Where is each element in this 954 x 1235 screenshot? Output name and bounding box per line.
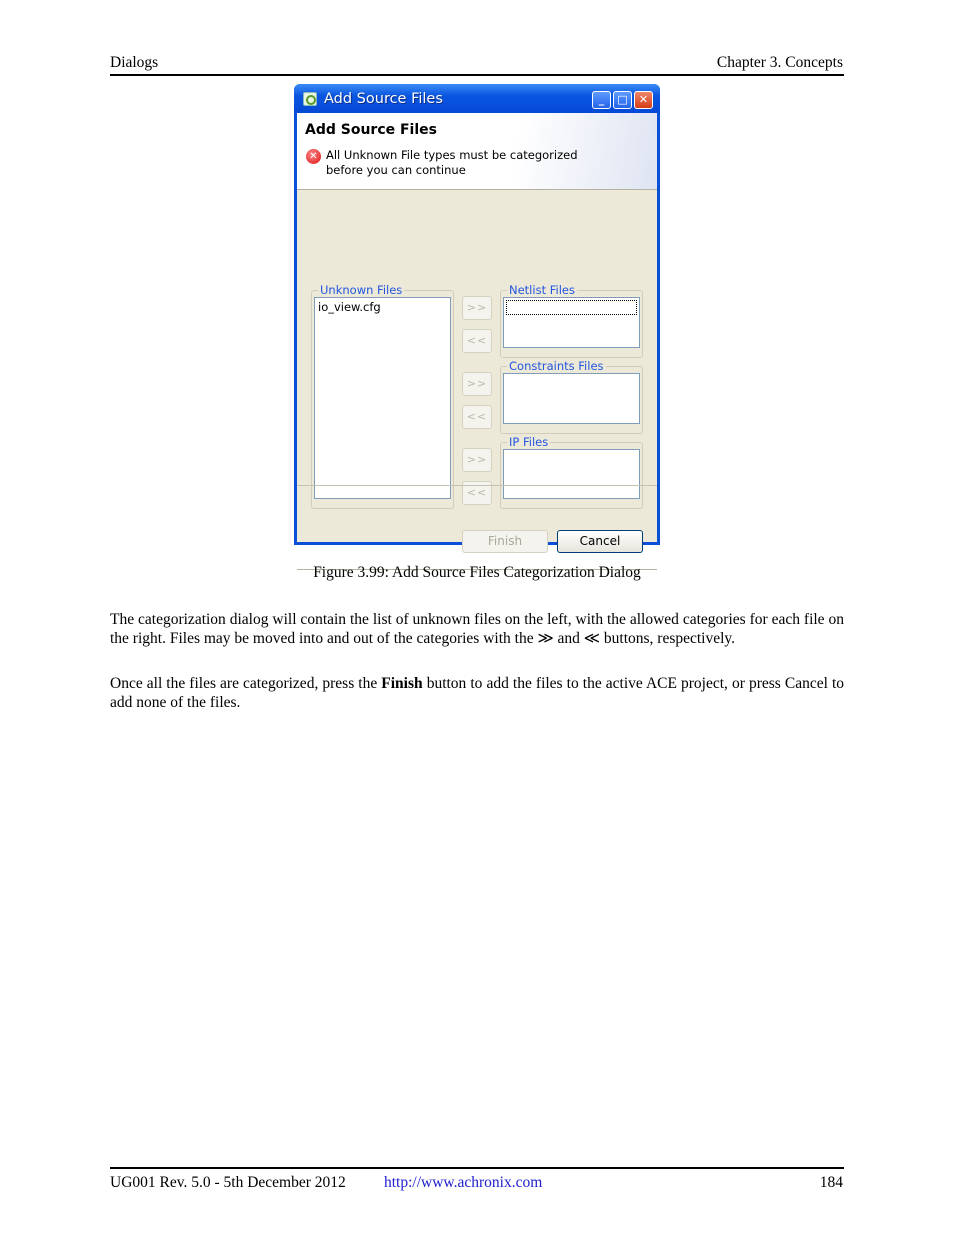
- footer-rule: [110, 1167, 844, 1169]
- dialog-heading: Add Source Files: [305, 122, 437, 138]
- maximize-button[interactable]: □: [613, 91, 632, 109]
- netlist-files-list[interactable]: [503, 297, 640, 348]
- footer-url-link[interactable]: http://www.achronix.com: [384, 1174, 543, 1191]
- paragraph-2: Once all the files are categorized, press the Finish button to add the files to the active ACE project, or press Cancel to add none of the files.: [110, 675, 845, 711]
- remove-netlist-button[interactable]: <<: [462, 329, 492, 353]
- add-source-files-dialog: [294, 84, 660, 548]
- footer-separator: [297, 485, 657, 486]
- group-label: Unknown Files: [320, 283, 403, 297]
- netlist-files-group: [500, 283, 643, 358]
- constraints-files-list[interactable]: [503, 373, 640, 424]
- paragraph-1: The categorization dialog will contain the list of unknown files on the left, with the allowed categories for each file on the right. Files may be moved into and out of the categories with the ≫ and ≪ buttons, respectively.: [110, 611, 844, 647]
- header-rule: [110, 74, 844, 76]
- minimize-button[interactable]: _: [592, 91, 611, 109]
- constraints-files-group: [500, 359, 643, 434]
- title-bar[interactable]: [294, 84, 660, 113]
- unknown-files-group: [311, 283, 454, 509]
- group-label: IP Files: [509, 435, 549, 449]
- dialog-content: [297, 113, 657, 548]
- window-title: Add Source Files: [324, 91, 443, 107]
- remove-ip-button[interactable]: <<: [462, 481, 492, 505]
- close-button[interactable]: ✕: [634, 91, 653, 109]
- unknown-files-list[interactable]: [314, 297, 451, 499]
- ip-files-group: [500, 435, 643, 509]
- page-number: 184: [819, 1174, 843, 1191]
- ip-files-list[interactable]: [503, 449, 640, 499]
- add-constraints-button[interactable]: >>: [462, 372, 492, 396]
- footer-doc-info: UG001 Rev. 5.0 - 5th December 2012: [110, 1174, 346, 1191]
- group-label: Netlist Files: [509, 283, 575, 297]
- list-item[interactable]: io_view.cfg: [318, 300, 381, 314]
- add-netlist-button[interactable]: >>: [462, 296, 492, 320]
- figure-caption: Figure 3.99: Add Source Files Categorization Dialog: [313, 564, 641, 581]
- finish-emphasis: Finish: [381, 675, 423, 692]
- add-ip-button[interactable]: >>: [462, 448, 492, 472]
- error-message: All Unknown File types must be categorized before you can continue: [326, 148, 578, 177]
- group-label: Constraints Files: [509, 359, 604, 373]
- running-header-chapter: Chapter 3. Concepts: [716, 54, 843, 71]
- remove-constraints-button[interactable]: <<: [462, 405, 492, 429]
- dialog-header: [297, 113, 657, 190]
- app-icon: [303, 92, 317, 106]
- running-header-section: Dialogs: [110, 54, 159, 71]
- cancel-button[interactable]: Cancel: [557, 530, 643, 553]
- error-icon: ✕: [306, 149, 321, 164]
- finish-button[interactable]: Finish: [462, 530, 548, 553]
